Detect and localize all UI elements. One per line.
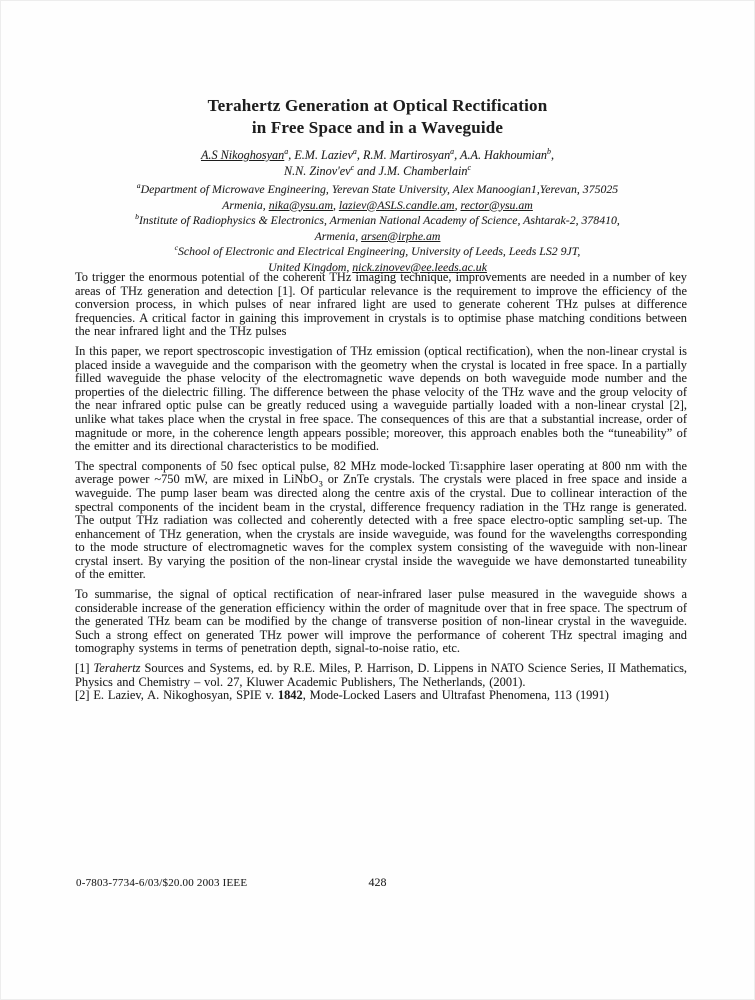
text-segment: 1842 xyxy=(277,688,303,703)
email-link[interactable]: laziev@ASLS.candle.am xyxy=(338,197,455,212)
paper-title xyxy=(0,95,755,139)
text-segment: Sources and Systems, ed. by R.E. Miles, P. Harrison, D. Lippens in NATO Science Series, II Mathematics, Physics and Chemistry – vol. 27, Kluwer Academic Publishers, The Netherlands, (2001). xyxy=(75,661,687,689)
reference-1 xyxy=(75,662,687,689)
text-segment: c xyxy=(174,243,179,253)
paragraph-summary: To summarise, the signal of optical rectification of near-infrared laser pulse measured in the waveguide shows a considerable increase of the generation efficiency within the order of magnitude over that in free space. The spectrum of the generated THz beam can be modified by the change of transverse position of non-linear crystal in the waveguide. Such a strong effect on generated THz power will improve the performance of coherent THz spectral imaging and tomography systems in terms of penetration depth, signal-to-noise ratio, etc. xyxy=(75,587,687,656)
affiliations xyxy=(40,182,715,275)
text-segment: a xyxy=(352,146,357,156)
text-segment: , xyxy=(332,197,339,212)
text-segment: a xyxy=(450,146,455,156)
text-segment: c xyxy=(350,162,355,172)
text-segment: Terahertz xyxy=(93,661,141,676)
reference-2 xyxy=(75,689,687,703)
page-number: 428 xyxy=(368,875,387,889)
text-segment: or ZnTe crystals. The crystals were placed in free space and inside a waveguide. The pump laser beam was directed along the centre axis of the crystal. Due to collinear interaction of the spectral components of the incident beam in the crystal, difference frequency radiation in the THz range is generated. The output THz radiation was collected and coherently detected with a free space electro-optic sampling set-up. The enhancement of THz generation, when the crystals are inside waveguide, was found for the wavelengths corresponding to the mode structure of electromagnetic waves for the complex system consisting of the waveguide with non-linear crystal insert. By varying the position of the non-linear crystal inside the waveguide we have demonstarted tuneability of the emitter. xyxy=(75,472,687,582)
text-segment: , xyxy=(550,148,555,162)
text-segment: The spectral components of 50 fsec optical pulse, 82 MHz mode-locked Ti:sapphire laser operating at 800 nm with the average power ~750 mW, are mixed in LiNbO xyxy=(75,458,687,487)
text-segment: [1] xyxy=(75,661,94,676)
text-segment: , Mode-Locked Lasers and Ultrafast Phenomena, 113 (1991) xyxy=(302,688,609,703)
text-segment: N.N. Zinov'ev xyxy=(283,164,351,178)
text-segment: , R.M. Martirosyan xyxy=(356,148,451,162)
text-segment: Department of Microwave Engineering, Yerevan State University, Alex Manoogian1,Yerevan, 375025 xyxy=(140,182,619,196)
text-segment: Armenia, xyxy=(314,228,362,243)
text-segment: b xyxy=(135,212,139,222)
authors xyxy=(0,147,755,179)
text-segment: Institute of Radiophysics & Electronics, Armenian National Academy of Science, Ashtarak-2, 378410, xyxy=(138,213,620,227)
email-link[interactable]: nika@ysu.am xyxy=(268,197,333,212)
text-segment: and J.M. Chamberlain xyxy=(354,164,468,178)
authors-line2 xyxy=(0,163,755,179)
paragraph-intro: To trigger the enormous potential of the coherent THz imaging technique, improvements are needed in a number of key areas of THz generation and detection [1]. Of particular relevance is the requirement to improve the efficiency of the conversion process, in which pulses of near infrared light are used to generate coherent THz pulses at difference frequencies. A critical factor in gaining this improvement in crystals is to optimise phase matching conditions between the near infrared light and the THz pulses xyxy=(75,270,687,339)
text-segment: b xyxy=(547,146,551,156)
paper-title-line1: Terahertz Generation at Optical Rectification xyxy=(207,96,548,115)
paper-title-line2: in Free Space and in a Waveguide xyxy=(251,118,504,137)
email-link[interactable]: rector@ysu.am xyxy=(460,197,533,212)
text-segment: , E.M. Laziev xyxy=(288,148,353,162)
abstract-body xyxy=(75,271,687,703)
text-segment: , A.A. Hakhoumian xyxy=(454,148,548,162)
email-link[interactable]: nick.zinovev@ee.leeds.ac.uk xyxy=(352,259,487,274)
email-link[interactable]: arsen@irphe.am xyxy=(361,228,441,243)
text-segment: [2] E. Laziev, A. Nikoghosyan, SPIE v. xyxy=(75,688,278,703)
text-segment: A.S Nikoghosyan xyxy=(200,148,285,162)
authors-line1 xyxy=(0,147,755,163)
text-segment: a xyxy=(284,146,289,156)
references xyxy=(75,662,687,703)
text-segment: , xyxy=(454,197,461,212)
text-segment: c xyxy=(467,162,472,172)
text-segment: School of Electronic and Electrical Engineering, University of Leeds, Leeds LS2 9JT, xyxy=(178,244,581,258)
text-segment: Armenia, xyxy=(222,197,269,212)
text-segment: 3 xyxy=(318,478,323,489)
copyright-notice: 0-7803-7734-6/03/$20.00 2003 IEEE xyxy=(76,877,248,889)
text-segment: a xyxy=(136,181,141,191)
paragraph-method: In this paper, we report spectroscopic investigation of THz emission (optical rectification), when the non-linear crystal is placed inside a waveguide and the comparison with the geometry when the crystal is located in free space. In a partially filled waveguide the phase velocity of the electromagnetic wave depends on both waveguide mode number and the properties of the dielectric filling. The difference between the phase velocity of the THz wave and the group velocity of the near infrared optic pulse can be greatly reduced using a waveguide partially loaded with a non-linear crystal [2], unlike what takes place when the crystal in free space. The consequences of this are that a substantial increase, order of magnitude or more, in the coherence length appears possible; moreover, this approach enables both the “tuneability” of the emitter and its directional characteristics to be modified. xyxy=(75,343,687,454)
paragraph-experiment xyxy=(75,460,687,582)
affiliation-a xyxy=(40,182,715,213)
text-segment: United Kingdom, xyxy=(268,259,353,274)
affiliation-b xyxy=(40,213,715,244)
